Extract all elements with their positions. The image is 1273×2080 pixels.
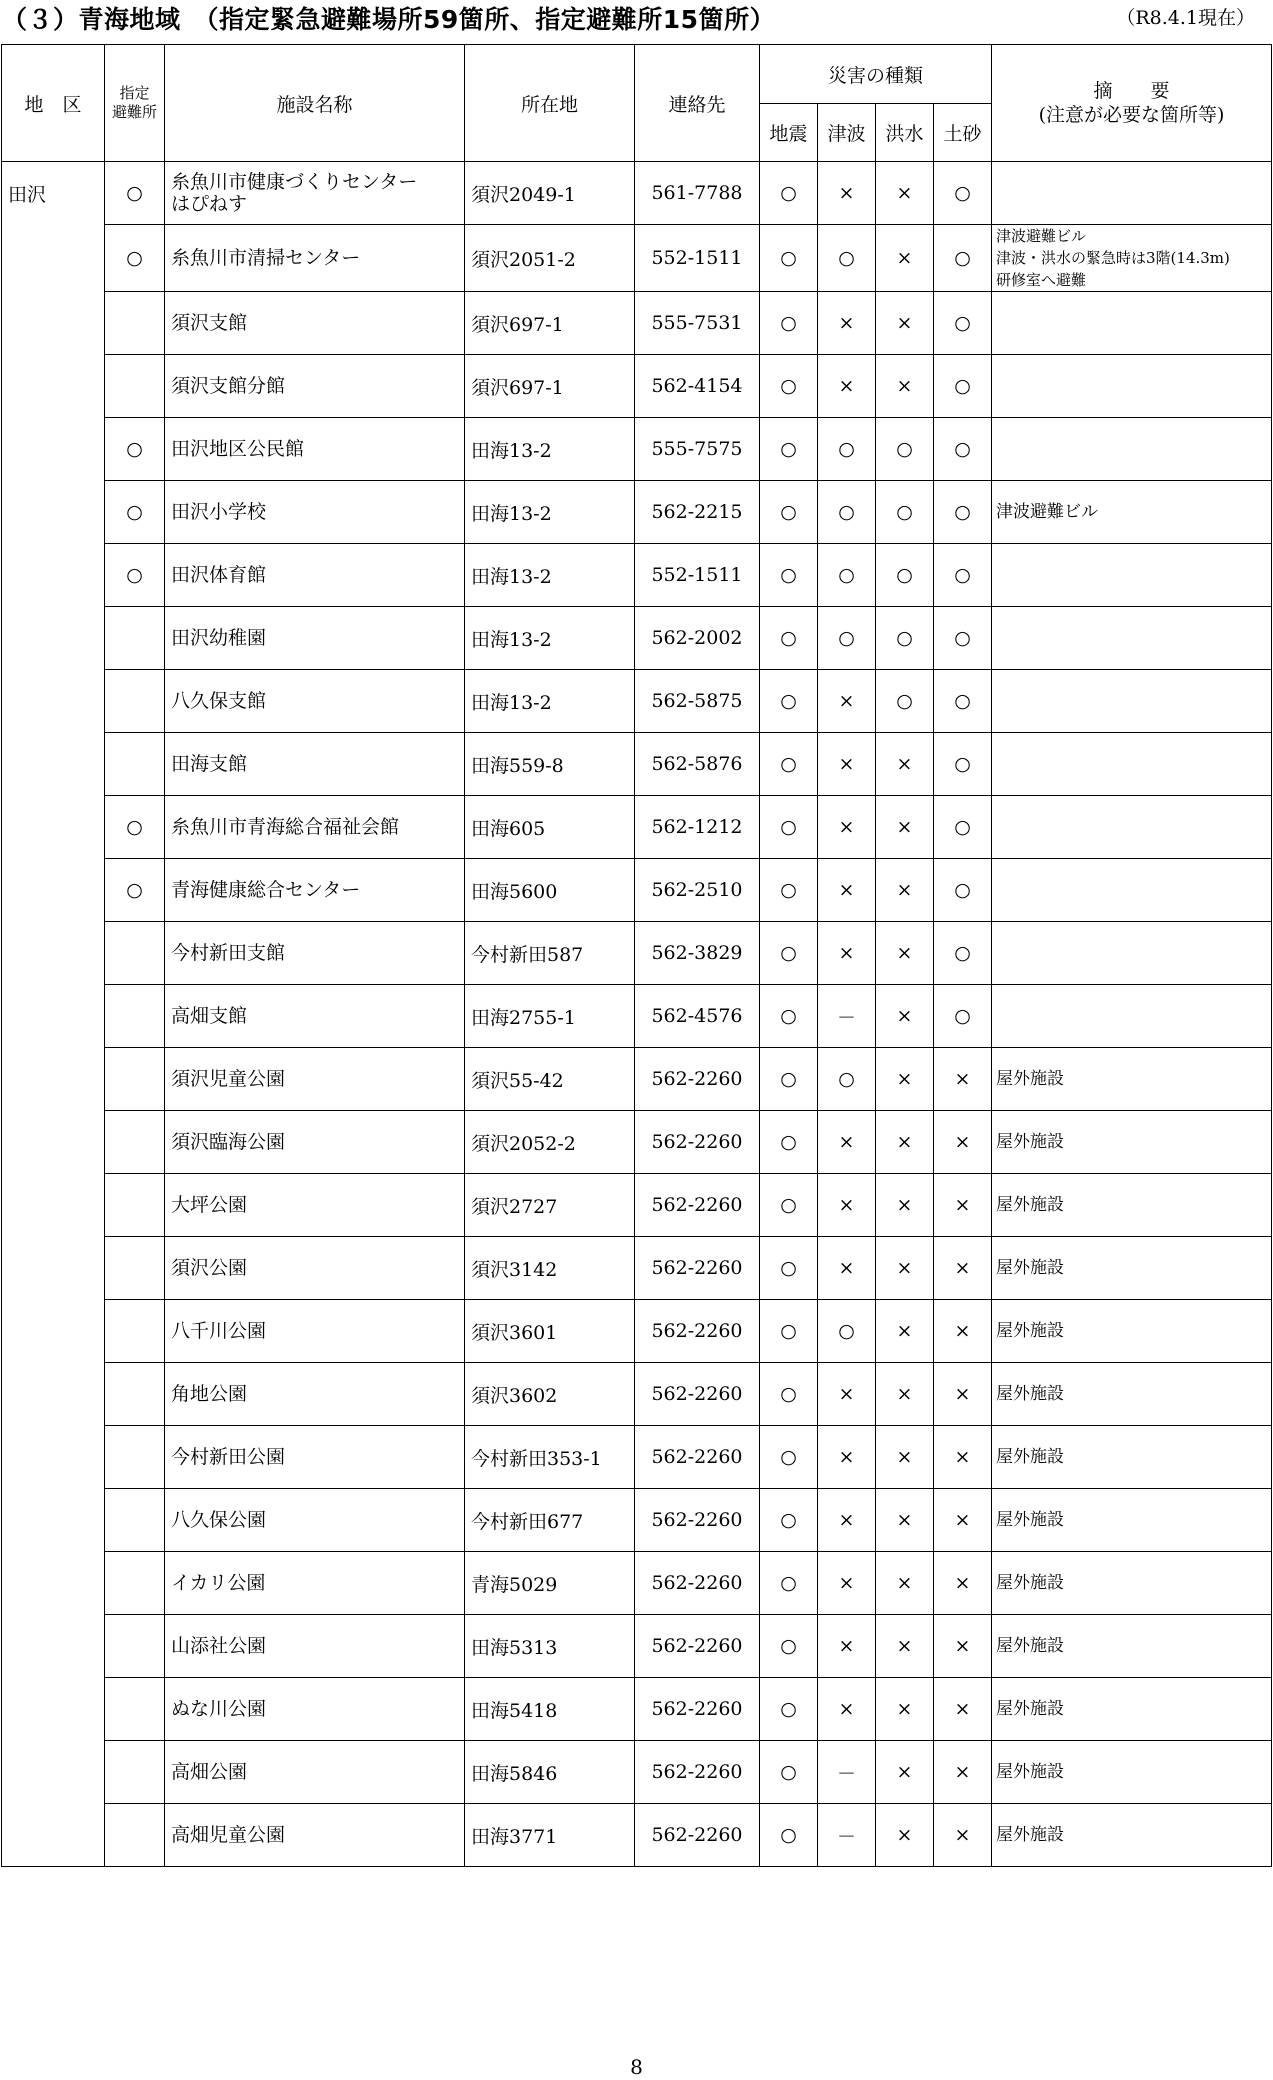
earthquake-cell: ○ [760, 355, 818, 418]
tsunami-cell: ○ [818, 225, 876, 292]
address-cell: 須沢697-1 [465, 355, 635, 418]
landslide-cell: × [934, 1678, 992, 1741]
table-row [2, 1615, 1272, 1678]
designated-cell [105, 1615, 165, 1678]
table-row [2, 544, 1272, 607]
designated-cell [105, 670, 165, 733]
designated-cell [105, 355, 165, 418]
flood-cell: ○ [876, 544, 934, 607]
earthquake-cell: ○ [760, 1363, 818, 1426]
facility-name-cell: 田沢体育館 [165, 544, 465, 607]
flood-cell: ○ [876, 670, 934, 733]
landslide-cell: ○ [934, 225, 992, 292]
earthquake-cell: ○ [760, 985, 818, 1048]
address-cell: 今村新田677 [465, 1489, 635, 1552]
facility-name-cell: 須沢支館分館 [165, 355, 465, 418]
designated-cell [105, 733, 165, 796]
designated-cell [105, 292, 165, 355]
flood-cell: × [876, 733, 934, 796]
address-cell: 須沢3601 [465, 1300, 635, 1363]
header-remarks-line2: (注意が必要な箇所等) [1038, 104, 1225, 126]
header-row-1 [2, 45, 1272, 104]
tsunami-cell: × [818, 733, 876, 796]
address-cell: 須沢2727 [465, 1174, 635, 1237]
table-row [2, 1048, 1272, 1111]
flood-cell: × [876, 1552, 934, 1615]
landslide-cell: × [934, 1111, 992, 1174]
address-cell: 田海13-2 [465, 544, 635, 607]
tsunami-cell: ○ [818, 607, 876, 670]
flood-cell: × [876, 1363, 934, 1426]
earthquake-cell: ○ [760, 1174, 818, 1237]
tsunami-cell: ○ [818, 1300, 876, 1363]
flood-cell: × [876, 1741, 934, 1804]
remark-cell [992, 922, 1272, 985]
flood-cell: × [876, 162, 934, 225]
contact-cell: 555-7575 [635, 418, 760, 481]
designated-cell [105, 1174, 165, 1237]
header-district: 地 区 [2, 45, 105, 162]
flood-cell: × [876, 985, 934, 1048]
flood-cell: × [876, 1615, 934, 1678]
earthquake-cell: ○ [760, 1552, 818, 1615]
designated-cell [105, 1741, 165, 1804]
remark-cell [992, 670, 1272, 733]
contact-cell: 562-2002 [635, 607, 760, 670]
flood-cell: × [876, 1804, 934, 1867]
flood-cell: × [876, 1237, 934, 1300]
tsunami-cell: × [818, 1363, 876, 1426]
designated-cell: ○ [105, 544, 165, 607]
table-row [2, 670, 1272, 733]
facility-name-cell: 八千川公園 [165, 1300, 465, 1363]
remark-cell [992, 225, 1272, 292]
contact-cell: 562-4154 [635, 355, 760, 418]
tsunami-cell: ○ [818, 1048, 876, 1111]
tsunami-cell: － [818, 1804, 876, 1867]
landslide-cell: ○ [934, 922, 992, 985]
remark-cell: 津波避難ビル [992, 481, 1272, 544]
flood-cell: ○ [876, 607, 934, 670]
table-row [2, 796, 1272, 859]
address-cell: 須沢2051-2 [465, 225, 635, 292]
flood-cell: × [876, 1489, 934, 1552]
earthquake-cell: ○ [760, 796, 818, 859]
table-row [2, 1741, 1272, 1804]
contact-cell: 562-2260 [635, 1741, 760, 1804]
earthquake-cell: ○ [760, 225, 818, 292]
facility-name-cell: 須沢臨海公園 [165, 1111, 465, 1174]
evacuation-sites-table [1, 44, 1272, 1867]
designated-cell: ○ [105, 225, 165, 292]
facility-name-cell: 須沢児童公園 [165, 1048, 465, 1111]
address-cell: 田海13-2 [465, 418, 635, 481]
contact-cell: 562-1212 [635, 796, 760, 859]
header-facility: 施設名称 [165, 45, 465, 162]
address-cell: 田海3771 [465, 1804, 635, 1867]
landslide-cell: ○ [934, 292, 992, 355]
designated-cell: ○ [105, 418, 165, 481]
flood-cell: × [876, 1300, 934, 1363]
flood-cell: × [876, 292, 934, 355]
flood-cell: × [876, 1678, 934, 1741]
tsunami-cell: ○ [818, 418, 876, 481]
header-landslide: 土砂 [934, 104, 992, 162]
remark-cell: 屋外施設 [992, 1489, 1272, 1552]
remark-cell [992, 544, 1272, 607]
earthquake-cell: ○ [760, 1426, 818, 1489]
facility-name-cell: 糸魚川市青海総合福祉会館 [165, 796, 465, 859]
facility-name-cell: 糸魚川市清掃センター [165, 225, 465, 292]
header-earthquake: 地震 [760, 104, 818, 162]
table-row [2, 162, 1272, 225]
address-cell: 田海13-2 [465, 481, 635, 544]
designated-cell [105, 607, 165, 670]
designated-cell [105, 1426, 165, 1489]
header-disaster-type: 災害の種類 [760, 45, 992, 104]
flood-cell: × [876, 859, 934, 922]
landslide-cell: × [934, 1489, 992, 1552]
address-cell: 田海13-2 [465, 607, 635, 670]
facility-name-cell: 田沢地区公民館 [165, 418, 465, 481]
tsunami-cell: × [818, 1489, 876, 1552]
remark-cell: 屋外施設 [992, 1678, 1272, 1741]
tsunami-cell: × [818, 355, 876, 418]
facility-name-cell: 高畑児童公園 [165, 1804, 465, 1867]
landslide-cell: ○ [934, 859, 992, 922]
designated-cell [105, 1048, 165, 1111]
table-row [2, 225, 1272, 292]
header-designated-line2: 避難所 [111, 103, 157, 121]
facility-name-cell: 田沢幼稚園 [165, 607, 465, 670]
facility-name-cell: 角地公園 [165, 1363, 465, 1426]
tsunami-cell: × [818, 1678, 876, 1741]
remark-cell: 屋外施設 [992, 1552, 1272, 1615]
contact-cell: 562-2510 [635, 859, 760, 922]
flood-cell: × [876, 355, 934, 418]
flood-cell: × [876, 1174, 934, 1237]
flood-cell: ○ [876, 418, 934, 481]
contact-cell: 562-3829 [635, 922, 760, 985]
earthquake-cell: ○ [760, 544, 818, 607]
address-cell: 青海5029 [465, 1552, 635, 1615]
address-cell: 須沢3142 [465, 1237, 635, 1300]
earthquake-cell: ○ [760, 1489, 818, 1552]
designated-cell [105, 1237, 165, 1300]
table-row [2, 1804, 1272, 1867]
contact-cell: 562-2260 [635, 1048, 760, 1111]
designated-cell [105, 1804, 165, 1867]
header-flood: 洪水 [876, 104, 934, 162]
designated-cell: ○ [105, 796, 165, 859]
contact-cell: 561-7788 [635, 162, 760, 225]
table-row [2, 1363, 1272, 1426]
facility-name-cell: 八久保公園 [165, 1489, 465, 1552]
earthquake-cell: ○ [760, 481, 818, 544]
facility-name-cell-line: はぴねす [171, 193, 248, 215]
tsunami-cell: × [818, 162, 876, 225]
address-cell: 田海13-2 [465, 670, 635, 733]
landslide-cell: ○ [934, 796, 992, 859]
landslide-cell: × [934, 1237, 992, 1300]
table-row [2, 607, 1272, 670]
header-tsunami: 津波 [818, 104, 876, 162]
facility-name-cell: 高畑公園 [165, 1741, 465, 1804]
remark-cell [992, 418, 1272, 481]
address-cell: 須沢2049-1 [465, 162, 635, 225]
landslide-cell: ○ [934, 162, 992, 225]
contact-cell: 562-2260 [635, 1426, 760, 1489]
earthquake-cell: ○ [760, 1615, 818, 1678]
address-cell: 田海605 [465, 796, 635, 859]
table-row [2, 1489, 1272, 1552]
earthquake-cell: ○ [760, 733, 818, 796]
page-title: （３）青海地域 （指定緊急避難場所59箇所、指定避難所15箇所） [2, 5, 776, 34]
header-contact: 連絡先 [635, 45, 760, 162]
tsunami-cell: × [818, 1174, 876, 1237]
remark-cell [992, 985, 1272, 1048]
earthquake-cell: ○ [760, 418, 818, 481]
remark-cell-line: 研修室へ避難 [996, 271, 1087, 289]
earthquake-cell: ○ [760, 607, 818, 670]
tsunami-cell: × [818, 796, 876, 859]
designated-cell [105, 1300, 165, 1363]
designated-cell: ○ [105, 859, 165, 922]
landslide-cell: × [934, 1363, 992, 1426]
designated-cell [105, 1489, 165, 1552]
designated-cell [105, 1552, 165, 1615]
remark-cell: 屋外施設 [992, 1174, 1272, 1237]
earthquake-cell: ○ [760, 670, 818, 733]
address-cell: 今村新田587 [465, 922, 635, 985]
designated-cell [105, 985, 165, 1048]
tsunami-cell: － [818, 985, 876, 1048]
tsunami-cell: × [818, 1111, 876, 1174]
table-body [2, 162, 1272, 1867]
remark-cell [992, 796, 1272, 859]
tsunami-cell: × [818, 1552, 876, 1615]
remark-cell [992, 607, 1272, 670]
remark-cell: 屋外施設 [992, 1615, 1272, 1678]
flood-cell: × [876, 1111, 934, 1174]
contact-cell: 562-5875 [635, 670, 760, 733]
remark-cell: 屋外施設 [992, 1300, 1272, 1363]
designated-cell [105, 1363, 165, 1426]
header-address: 所在地 [465, 45, 635, 162]
remark-cell: 屋外施設 [992, 1048, 1272, 1111]
designated-cell [105, 1678, 165, 1741]
facility-name-cell: 須沢公園 [165, 1237, 465, 1300]
earthquake-cell: ○ [760, 292, 818, 355]
address-cell: 田海559-8 [465, 733, 635, 796]
flood-cell: ○ [876, 481, 934, 544]
flood-cell: × [876, 225, 934, 292]
earthquake-cell: ○ [760, 1741, 818, 1804]
landslide-cell: ○ [934, 733, 992, 796]
flood-cell: × [876, 1426, 934, 1489]
designated-cell: ○ [105, 162, 165, 225]
contact-cell: 562-2260 [635, 1615, 760, 1678]
facility-name-cell: 八久保支館 [165, 670, 465, 733]
address-cell: 田海2755-1 [465, 985, 635, 1048]
table-row [2, 733, 1272, 796]
remark-cell [992, 733, 1272, 796]
address-cell: 今村新田353-1 [465, 1426, 635, 1489]
facility-name-cell: 山添社公園 [165, 1615, 465, 1678]
contact-cell: 562-5876 [635, 733, 760, 796]
facility-name-cell [165, 162, 465, 225]
landslide-cell: ○ [934, 985, 992, 1048]
tsunami-cell: × [818, 292, 876, 355]
remark-cell [992, 859, 1272, 922]
landslide-cell: × [934, 1552, 992, 1615]
header-designated [105, 45, 165, 162]
tsunami-cell: × [818, 1237, 876, 1300]
landslide-cell: ○ [934, 544, 992, 607]
tsunami-cell: ○ [818, 544, 876, 607]
earthquake-cell: ○ [760, 1111, 818, 1174]
address-cell: 田海5418 [465, 1678, 635, 1741]
table-row [2, 292, 1272, 355]
landslide-cell: × [934, 1615, 992, 1678]
contact-cell: 562-2260 [635, 1363, 760, 1426]
landslide-cell: ○ [934, 418, 992, 481]
earthquake-cell: ○ [760, 1237, 818, 1300]
remark-cell [992, 292, 1272, 355]
table-row [2, 1426, 1272, 1489]
address-cell: 須沢55-42 [465, 1048, 635, 1111]
landslide-cell: ○ [934, 670, 992, 733]
remark-cell-line: 津波・洪水の緊急時は3階(14.3m) [996, 249, 1230, 267]
designated-cell [105, 1111, 165, 1174]
contact-cell: 562-2260 [635, 1552, 760, 1615]
address-cell: 須沢697-1 [465, 292, 635, 355]
remark-cell [992, 162, 1272, 225]
table-row [2, 481, 1272, 544]
remark-cell: 屋外施設 [992, 1111, 1272, 1174]
remark-cell [992, 355, 1272, 418]
landslide-cell: ○ [934, 607, 992, 670]
contact-cell: 562-2260 [635, 1678, 760, 1741]
facility-name-cell: 今村新田公園 [165, 1426, 465, 1489]
remark-cell: 屋外施設 [992, 1426, 1272, 1489]
table-row [2, 1237, 1272, 1300]
table-row [2, 1552, 1272, 1615]
landslide-cell: ○ [934, 481, 992, 544]
facility-name-cell-line: 糸魚川市健康づくりセンター [171, 171, 418, 193]
table-row [2, 355, 1272, 418]
facility-name-cell: 高畑支館 [165, 985, 465, 1048]
header-designated-line1: 指定 [119, 84, 150, 102]
landslide-cell: ○ [934, 355, 992, 418]
tsunami-cell: × [818, 922, 876, 985]
address-cell: 須沢2052-2 [465, 1111, 635, 1174]
designated-cell: ○ [105, 481, 165, 544]
earthquake-cell: ○ [760, 1804, 818, 1867]
earthquake-cell: ○ [760, 162, 818, 225]
flood-cell: × [876, 922, 934, 985]
landslide-cell: × [934, 1741, 992, 1804]
facility-name-cell: ぬな川公園 [165, 1678, 465, 1741]
contact-cell: 552-1511 [635, 544, 760, 607]
table-row [2, 859, 1272, 922]
landslide-cell: × [934, 1804, 992, 1867]
contact-cell: 562-2260 [635, 1489, 760, 1552]
facility-name-cell: 須沢支館 [165, 292, 465, 355]
facility-name-cell: 田沢小学校 [165, 481, 465, 544]
facility-name-cell: 青海健康総合センター [165, 859, 465, 922]
table-row [2, 1174, 1272, 1237]
contact-cell: 562-4576 [635, 985, 760, 1048]
contact-cell: 562-2260 [635, 1804, 760, 1867]
as-of-date: （R8.4.1現在） [1116, 7, 1255, 29]
district-cell: 田沢 [2, 162, 105, 1867]
table-row [2, 418, 1272, 481]
tsunami-cell: × [818, 1426, 876, 1489]
facility-name-cell: 今村新田支館 [165, 922, 465, 985]
contact-cell: 562-2215 [635, 481, 760, 544]
contact-cell: 552-1511 [635, 225, 760, 292]
remark-cell: 屋外施設 [992, 1237, 1272, 1300]
tsunami-cell: × [818, 670, 876, 733]
landslide-cell: × [934, 1426, 992, 1489]
earthquake-cell: ○ [760, 1678, 818, 1741]
flood-cell: × [876, 1048, 934, 1111]
remark-cell: 屋外施設 [992, 1804, 1272, 1867]
facility-name-cell: イカリ公園 [165, 1552, 465, 1615]
header-remarks [992, 45, 1272, 162]
contact-cell: 562-2260 [635, 1174, 760, 1237]
table-row [2, 1678, 1272, 1741]
contact-cell: 562-2260 [635, 1111, 760, 1174]
contact-cell: 555-7531 [635, 292, 760, 355]
remark-cell: 屋外施設 [992, 1741, 1272, 1804]
tsunami-cell: × [818, 859, 876, 922]
earthquake-cell: ○ [760, 1300, 818, 1363]
address-cell: 須沢3602 [465, 1363, 635, 1426]
table-row [2, 1111, 1272, 1174]
remark-cell-line: 津波避難ビル [996, 227, 1087, 245]
address-cell: 田海5313 [465, 1615, 635, 1678]
tsunami-cell: － [818, 1741, 876, 1804]
table-row [2, 985, 1272, 1048]
earthquake-cell: ○ [760, 922, 818, 985]
facility-name-cell: 大坪公園 [165, 1174, 465, 1237]
tsunami-cell: ○ [818, 481, 876, 544]
tsunami-cell: × [818, 1615, 876, 1678]
table-row [2, 922, 1272, 985]
address-cell: 田海5846 [465, 1741, 635, 1804]
designated-cell [105, 922, 165, 985]
landslide-cell: × [934, 1174, 992, 1237]
landslide-cell: × [934, 1048, 992, 1111]
contact-cell: 562-2260 [635, 1237, 760, 1300]
page-number: 8 [630, 2055, 643, 2079]
remark-cell: 屋外施設 [992, 1363, 1272, 1426]
landslide-cell: × [934, 1300, 992, 1363]
flood-cell: × [876, 796, 934, 859]
contact-cell: 562-2260 [635, 1300, 760, 1363]
earthquake-cell: ○ [760, 859, 818, 922]
address-cell: 田海5600 [465, 859, 635, 922]
earthquake-cell: ○ [760, 1048, 818, 1111]
table-row [2, 1300, 1272, 1363]
facility-name-cell: 田海支館 [165, 733, 465, 796]
header-remarks-line1: 摘 要 [1093, 80, 1170, 102]
